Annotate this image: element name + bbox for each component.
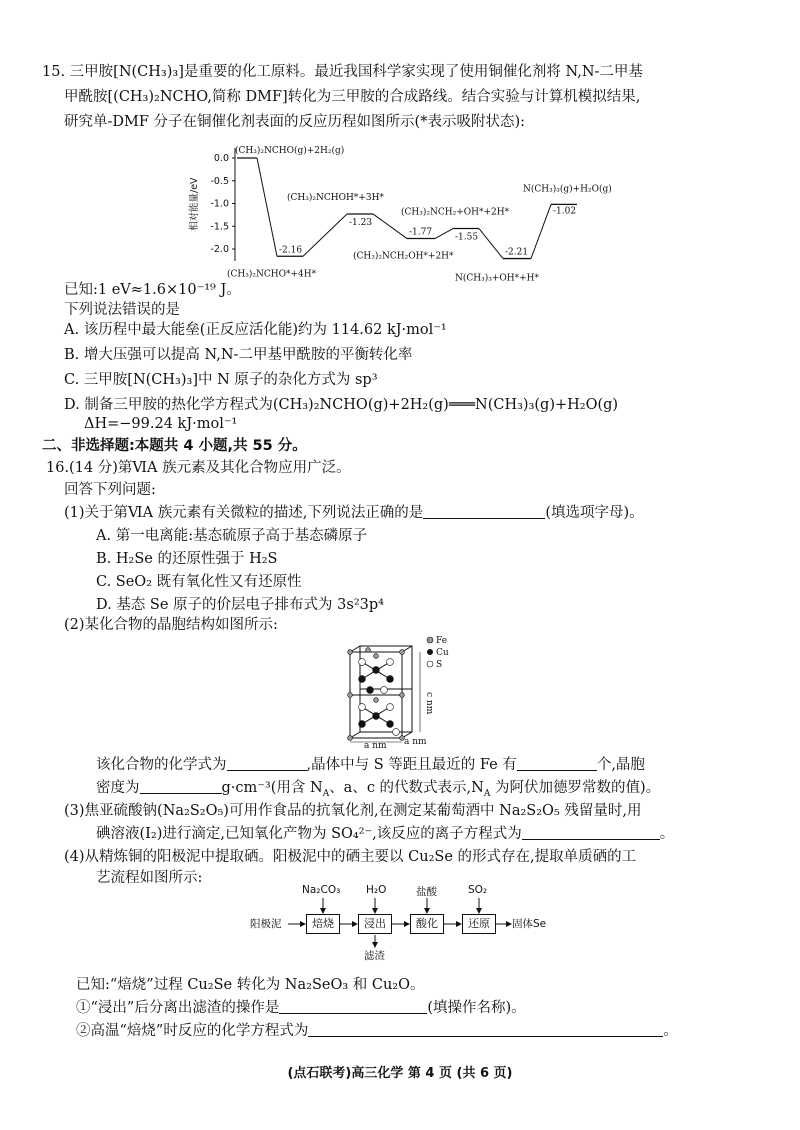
q16-p4-q2-text: ②高温“焙烧”时反应的化学方程式为 xyxy=(76,1023,309,1039)
answer-blank-ionic-eq[interactable] xyxy=(522,826,660,840)
cu-atom xyxy=(367,687,374,694)
q15-line3: 研究单-DMF 分子在铜催化剂表面的反应历程如图所示(*表示吸附状态): xyxy=(64,114,525,130)
energy-value-label: -2.21 xyxy=(505,247,529,258)
energy-path xyxy=(479,229,503,259)
energy-path xyxy=(531,204,551,258)
energy-value-label: -1.77 xyxy=(409,227,433,238)
fe-atom xyxy=(400,650,405,655)
q16-part4-known: 已知:“焙烧”过程 Cu₂Se 转化为 Na₂SeO₃ 和 Cu₂O。 xyxy=(76,977,425,993)
q16-part3-line2 xyxy=(96,824,674,844)
fe-atom xyxy=(348,693,353,698)
cu-atom xyxy=(359,676,366,683)
s-atom xyxy=(359,704,366,711)
energy-value-label: -1.55 xyxy=(455,232,479,243)
q15-option-a: A. 该历程中最大能垒(正反应活化能)约为 114.62 kJ·mol⁻¹ xyxy=(64,322,447,338)
crystal-cell-diagram xyxy=(340,632,470,751)
q16-part1 xyxy=(64,503,644,523)
q16-p4-q1-tail: (填操作名称)。 xyxy=(427,1000,526,1016)
page-footer: (点石联考)高三化学 第 4 页 (共 6 页) xyxy=(287,1066,513,1081)
axis-a-right: a nm xyxy=(404,737,427,747)
q15-line2: 甲酰胺[(CH₃)₂NCHO,简称 DMF]转化为三甲胺的合成路线。结合实验与计算机模拟结果, xyxy=(64,89,641,105)
q15-option-d-enthalpy: ΔH=−99.24 kJ·mol⁻¹ xyxy=(84,416,238,432)
q16-p2-density-line: 密度为 g·cm⁻³(用含 $N_A$、a、c 的代数式表示$,N_A$ 为阿伏加德罗常数的值)。 xyxy=(96,780,661,799)
legend-s: S xyxy=(436,660,443,670)
q16-part3-line1: (3)焦亚硫酸钠(Na₂S₂O₅)可用作食品的抗氧化剂,在测定某葡萄酒中 Na₂S₂O₅ 残留量时,用 xyxy=(64,803,642,819)
s-atom xyxy=(393,729,400,736)
y-axis-label: 相对能量/eV xyxy=(189,177,200,231)
q15-option-b: B. 增大压强可以提高 N,N-二甲基甲酰胺的平衡转化率 xyxy=(64,347,413,363)
cu-legend-icon xyxy=(427,649,433,655)
flow-start: 阳极泥 xyxy=(250,918,282,930)
q16-part4-line1: (4)从精炼铜的阳极泥中提取硒。阳极泥中的硒主要以 Cu₂Se 的形式存在,提取单质硒的工 xyxy=(64,849,637,865)
answer-blank-1[interactable] xyxy=(423,505,545,519)
energy-diagram xyxy=(185,136,625,284)
q16-part4-q2 xyxy=(76,1021,678,1041)
q16-p2-text-2: ,晶体中与 S 等距且最近的 Fe 有 xyxy=(306,757,517,773)
energy-path xyxy=(303,214,347,256)
process-flow xyxy=(250,884,550,966)
s-atom xyxy=(381,687,388,694)
legend-fe: Fe xyxy=(436,636,448,646)
fe-legend-icon xyxy=(427,637,433,643)
fe-atom xyxy=(348,736,353,741)
reagent-na2co3: Na₂CO₃ xyxy=(302,884,341,896)
q16-p3-text: 碘溶液(I₂)进行滴定,已知氧化产物为 SO₄²⁻,该反应的离子方程式为 xyxy=(96,826,522,842)
s-legend-icon xyxy=(427,661,433,667)
species-label: N(CH₃)₃+OH*+H* xyxy=(455,273,540,284)
answer-blank-fe-count[interactable] xyxy=(517,757,597,771)
q16-p1-option-d: D. 基态 Se 原子的价层电子排布式为 3s²3p⁴ xyxy=(96,597,384,613)
q16-p2-formula-line xyxy=(96,755,645,775)
cu-atom xyxy=(387,676,394,683)
flow-arrows xyxy=(250,884,550,966)
q16-part1-tail: (填选项字母)。 xyxy=(545,505,644,521)
q15-option-c: C. 三甲胺[N(CH₃)₃]中 N 原子的杂化方式为 sp³ xyxy=(64,372,378,388)
fe-atom xyxy=(366,648,371,653)
q15-ask: 下列说法错误的是 xyxy=(64,302,180,318)
flow-end: 固体Se xyxy=(512,918,547,930)
q16-p2-text-3: 个,晶胞 xyxy=(596,757,645,773)
reagent-so2: SO₂ xyxy=(468,884,488,896)
q16-part4-q1 xyxy=(76,998,526,1018)
cu-atom xyxy=(373,713,380,720)
energy-value-label: -1.02 xyxy=(553,206,577,217)
answer-blank-density[interactable] xyxy=(140,780,222,794)
cu-atom xyxy=(373,667,380,674)
q16-p1-option-c: C. SeO₂ 既有氧化性又有还原性 xyxy=(96,574,302,590)
energy-value-label: -1.23 xyxy=(349,217,373,228)
energy-path xyxy=(435,229,453,239)
answer-blank-operation[interactable] xyxy=(279,1000,427,1014)
energy-value-label: -2.16 xyxy=(279,245,303,256)
y-tick-label: -1.0 xyxy=(210,198,229,210)
s-atom xyxy=(359,659,366,666)
legend-cu: Cu xyxy=(436,648,449,658)
answer-blank-formula[interactable] xyxy=(227,757,307,771)
q16-p2-text-5: g·cm⁻³(用含 N xyxy=(221,780,323,796)
section2-title: 二、非选择题:本题共 4 小题,共 55 分。 xyxy=(42,438,307,454)
s-atom xyxy=(387,704,394,711)
q15-known: 已知:1 eV≈1.6×10⁻¹⁹ J。 xyxy=(64,282,241,298)
fe-atom xyxy=(348,650,353,655)
y-tick-label: -0.5 xyxy=(210,175,229,187)
y-tick-label: -1.5 xyxy=(210,221,229,233)
q16-p1-option-a: A. 第一电离能:基态硫原子高于基态磷原子 xyxy=(96,528,368,544)
cu-atom xyxy=(359,721,366,728)
q16-part2: (2)某化合物的晶胞结构如图所示: xyxy=(64,617,278,633)
axis-c: c nm xyxy=(424,692,434,715)
species-label: (CH₃)₂NCHO(g)+2H₂(g) xyxy=(235,146,345,156)
q15-line1: 15. 三甲胺[N(CH₃)₃]是重要的化工原料。最近我国科学家实现了使用铜催化剂将 N,N-二甲基 xyxy=(42,64,643,80)
q16-p4-q1-text: ①“浸出”后分离出滤渣的操作是 xyxy=(76,1000,280,1016)
flow-step-reduce: 还原 xyxy=(462,914,496,934)
y-tick-label: 0.0 xyxy=(213,153,229,164)
reagent-h2o: H₂O xyxy=(366,884,387,896)
species-label: (CH₃)₂NCHO*+4H* xyxy=(227,269,317,280)
energy-path xyxy=(257,158,277,256)
species-label: (CH₃)₂NCH₂+OH*+2H* xyxy=(401,207,510,218)
axis-a-bottom: a nm xyxy=(364,741,387,751)
q16-p3-tail: 。 xyxy=(659,826,675,842)
q16-p1-option-b: B. H₂Se 的还原性强于 H₂S xyxy=(96,551,278,567)
species-label: (CH₃)₂NCHOH*+3H* xyxy=(287,192,384,203)
answer-blank-roast-eq[interactable] xyxy=(308,1023,663,1037)
cu-atom xyxy=(387,721,394,728)
species-label: (CH₃)₂NCH₂OH*+2H* xyxy=(353,251,454,262)
flow-waste: 滤渣 xyxy=(364,950,385,962)
reagent-hcl: 盐酸 xyxy=(416,886,437,898)
q16-answer-prompt: 回答下列问题: xyxy=(64,482,156,498)
q16-p4-q2-tail: 。 xyxy=(663,1023,678,1039)
q15-option-d: D. 制备三甲胺的热化学方程式为(CH₃)₂NCHO(g)+2H₂(g)═══N(CH₃)₃(g)+H₂O(g) xyxy=(64,397,619,413)
q16-p2-text-7: 为阿伏加德罗常数的值)。 xyxy=(490,780,661,796)
q16-intro: 16.(14 分)第ⅥA 族元素及其化合物应用广泛。 xyxy=(46,460,351,476)
s-atom xyxy=(387,659,394,666)
flow-step-roast: 焙烧 xyxy=(306,914,340,934)
q16-p2-text-6: 、a、c 的代数式表示,N xyxy=(329,780,484,796)
q16-p2-text-4: 密度为 xyxy=(96,780,140,796)
fe-atom xyxy=(400,693,405,698)
energy-path xyxy=(373,214,407,239)
fe-atom xyxy=(374,698,379,703)
q16-part4-line2: 艺流程如图所示: xyxy=(96,870,203,886)
flow-step-leach: 浸出 xyxy=(358,914,392,934)
species-label: N(CH₃)₃(g)+H₂O(g) xyxy=(523,184,612,195)
fe-atom xyxy=(374,654,379,659)
y-tick-label: -2.0 xyxy=(210,244,229,255)
flow-step-acidify: 酸化 xyxy=(410,914,444,934)
q16-part1-text: (1)关于第ⅥA 族元素有关微粒的描述,下列说法正确的是 xyxy=(64,505,424,521)
q16-p2-text-1: 该化合物的化学式为 xyxy=(96,757,227,773)
